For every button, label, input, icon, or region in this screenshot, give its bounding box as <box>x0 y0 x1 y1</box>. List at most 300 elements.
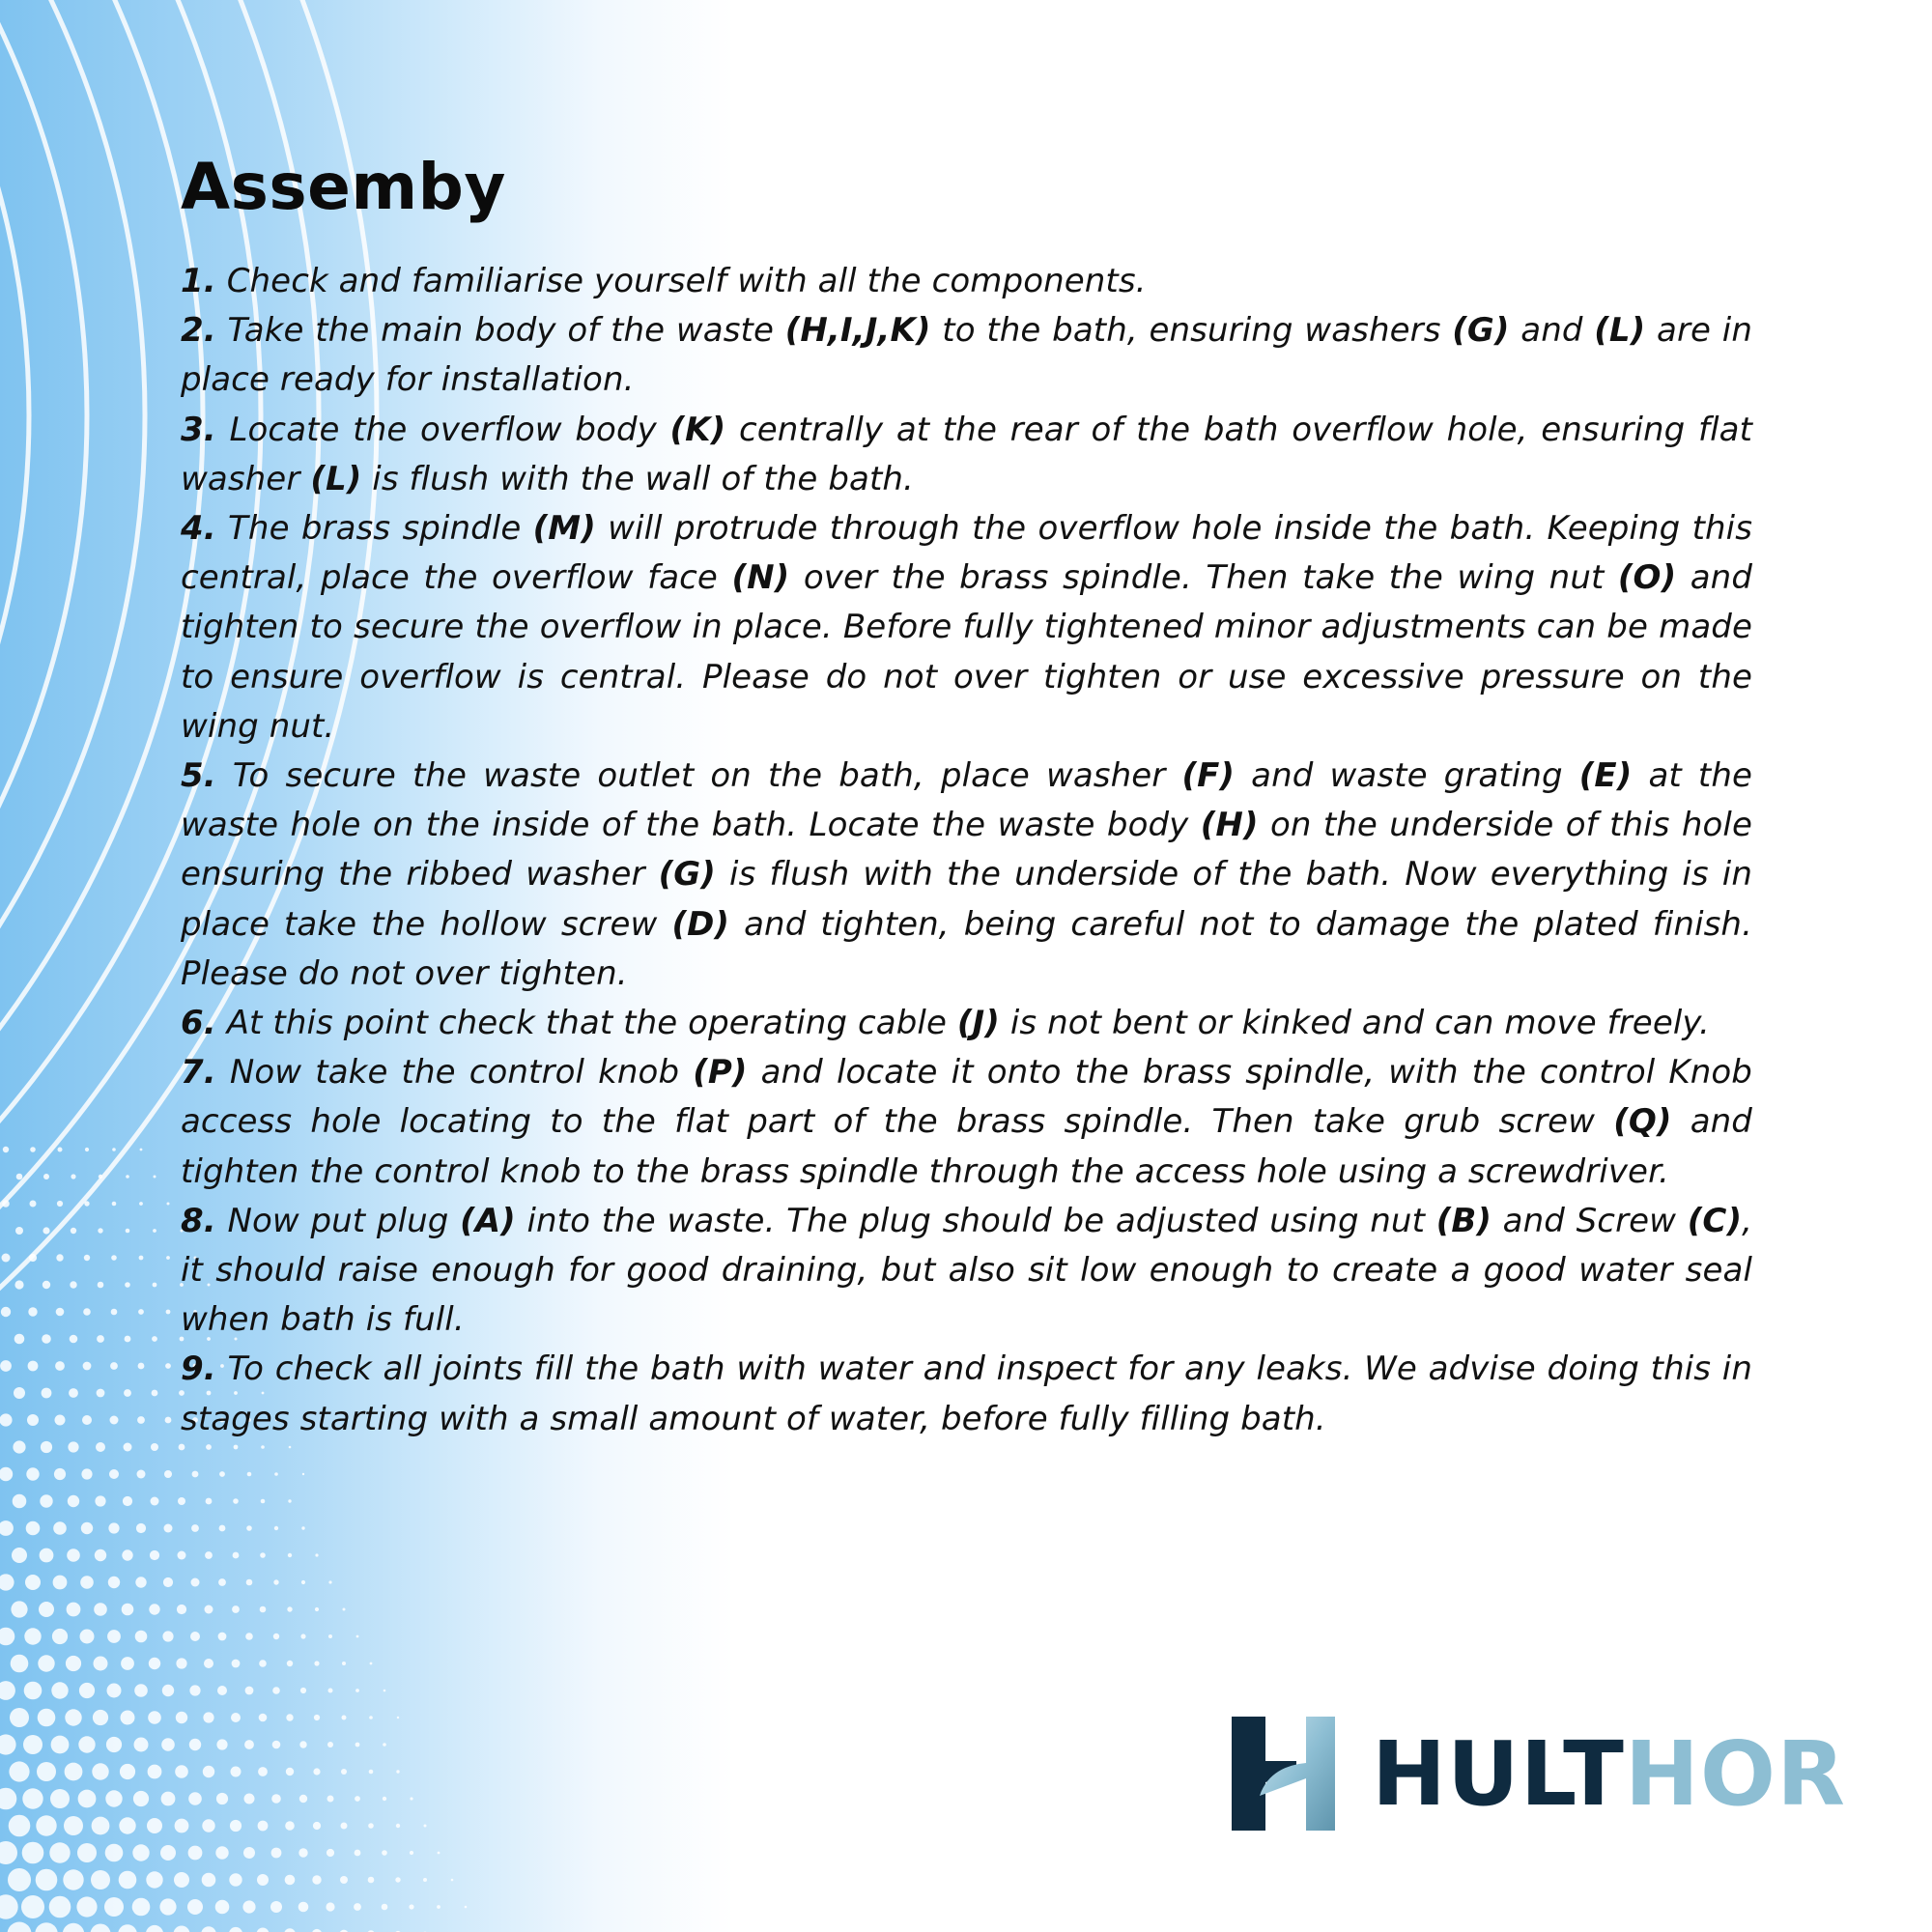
halftone-dot <box>119 1817 135 1833</box>
halftone-dot <box>9 1761 29 1781</box>
halftone-dot <box>203 1766 214 1777</box>
halftone-dot <box>175 1819 189 1833</box>
halftone-dot <box>11 1655 29 1673</box>
halftone-dot <box>382 1850 387 1856</box>
halftone-dot <box>112 1148 116 1151</box>
halftone-dot <box>234 1445 239 1450</box>
halftone-dot <box>111 1309 118 1316</box>
halftone-dot <box>231 1767 242 1777</box>
halftone-dot <box>11 1601 27 1617</box>
halftone-dot <box>368 1823 374 1829</box>
halftone-dot <box>84 1255 90 1261</box>
step-text: Now put plug <box>215 1201 461 1240</box>
halftone-dot <box>41 1441 52 1453</box>
step-item <box>181 1345 1752 1443</box>
halftone-dot <box>70 1281 76 1288</box>
halftone-dot <box>108 1577 120 1588</box>
halftone-dot <box>55 1361 65 1371</box>
halftone-dot <box>313 1822 321 1830</box>
halftone-dot <box>110 1416 119 1425</box>
halftone-dot <box>93 1710 108 1725</box>
halftone-dot <box>286 1768 294 1776</box>
halftone-dot <box>187 1899 203 1915</box>
halftone-dot <box>150 1550 159 1560</box>
halftone-dot <box>106 1737 122 1752</box>
part-reference: (D) <box>671 904 730 944</box>
halftone-dot <box>328 1580 331 1583</box>
step-text: Take the main body of the waste <box>215 311 785 351</box>
halftone-dot <box>146 1871 162 1888</box>
halftone-dot <box>409 1904 413 1909</box>
halftone-dot <box>104 1897 124 1917</box>
halftone-dot <box>149 1604 159 1614</box>
halftone-dot <box>410 1797 412 1800</box>
step-item <box>181 406 1752 504</box>
halftone-dot <box>218 1578 226 1586</box>
halftone-dot <box>121 1657 134 1670</box>
halftone-dot <box>58 1148 63 1152</box>
halftone-dot <box>83 1308 91 1316</box>
halftone-dot <box>395 1877 400 1882</box>
halftone-dot <box>92 1763 108 1779</box>
halftone-dot <box>125 1336 131 1343</box>
halftone-dot <box>189 1685 200 1695</box>
halftone-dot <box>109 1469 119 1479</box>
halftone-dot <box>121 1711 135 1725</box>
halftone-dot <box>123 1496 132 1506</box>
halftone-dot <box>57 1201 63 1207</box>
step-text: , it should raise enough for good draining, but also sit low enough to create a good water seal when bath is full. <box>181 1201 1753 1340</box>
halftone-dot <box>272 1741 281 1749</box>
halftone-dot <box>67 1548 80 1562</box>
halftone-dot <box>110 1362 118 1370</box>
part-reference: (H,I,J,K) <box>784 311 931 351</box>
halftone-dot <box>355 1743 360 1747</box>
halftone-dot <box>342 1662 346 1665</box>
halftone-dot <box>162 1685 174 1696</box>
halftone-dot <box>245 1633 253 1640</box>
halftone-dot <box>160 1845 176 1861</box>
step-text: To secure the waste outlet on the bath, place washer <box>215 756 1182 796</box>
halftone-dot <box>166 1256 170 1260</box>
halftone-dot <box>175 1765 188 1778</box>
halftone-dot <box>132 1898 151 1917</box>
halftone-dot <box>147 1818 162 1833</box>
halftone-dot <box>164 1470 172 1478</box>
halftone-dot <box>153 1283 157 1288</box>
halftone-dot <box>140 1149 143 1151</box>
halftone-dot <box>105 1790 122 1806</box>
halftone-dot <box>9 1815 31 1837</box>
halftone-dot <box>314 1715 320 1720</box>
halftone-dot <box>369 1716 373 1719</box>
halftone-dot <box>53 1521 67 1535</box>
halftone-dot <box>27 1414 39 1426</box>
halftone-dot <box>146 1925 163 1932</box>
halftone-dot <box>230 1820 242 1832</box>
halftone-dot <box>0 1413 13 1426</box>
part-reference: (H) <box>1200 806 1259 845</box>
halftone-dot <box>188 1846 203 1861</box>
halftone-dot <box>0 1841 17 1864</box>
halftone-dot <box>260 1552 266 1558</box>
halftone-dot <box>71 1174 75 1179</box>
halftone-dot <box>148 1711 161 1724</box>
halftone-dot <box>206 1444 212 1450</box>
halftone-dot <box>71 1228 76 1234</box>
halftone-dot <box>233 1552 240 1559</box>
step-text: is not bent or kinked and can move freely. <box>999 1004 1710 1043</box>
halftone-dot <box>40 1548 54 1563</box>
halftone-dot <box>287 1606 292 1611</box>
halftone-dot <box>368 1877 375 1884</box>
step-text: into the waste. The plug should be adjusted using nut <box>515 1201 1436 1240</box>
halftone-dot <box>217 1686 227 1695</box>
halftone-dot <box>63 1869 83 1889</box>
halftone-dot <box>299 1795 307 1803</box>
halftone-dot <box>42 1334 51 1344</box>
halftone-dot <box>30 1201 37 1208</box>
halftone-dot <box>139 1202 143 1206</box>
part-reference: (F) <box>1181 756 1236 796</box>
halftone-dot <box>312 1875 321 1884</box>
halftone-dot <box>107 1630 121 1643</box>
halftone-dot <box>49 1842 70 1862</box>
step-number: 9. <box>181 1350 216 1389</box>
halftone-dot <box>67 1603 81 1617</box>
halftone-dot <box>314 1661 319 1665</box>
halftone-dot <box>119 1871 137 1889</box>
step-text: To check all joints fill the bath with water and inspect for any leaks. We advise doing this in stages starting with a small amount of water, before fully filling bath. <box>181 1350 1752 1438</box>
hulthor-logo <box>1229 1715 1846 1833</box>
halftone-dot <box>83 1362 92 1371</box>
halftone-dot <box>274 1472 278 1476</box>
halftone-dot <box>49 1896 71 1918</box>
halftone-dot <box>288 1553 292 1557</box>
halftone-dot <box>202 1873 216 1888</box>
halftone-dot <box>424 1825 427 1828</box>
halftone-dot <box>205 1551 213 1559</box>
halftone-dot <box>50 1789 70 1808</box>
part-reference: (A) <box>460 1201 516 1240</box>
halftone-dot <box>55 1415 66 1426</box>
part-reference: (Q) <box>1613 1102 1672 1142</box>
halftone-dot <box>328 1689 333 1693</box>
part-reference: (O) <box>1617 558 1677 598</box>
halftone-dot <box>137 1416 145 1424</box>
halftone-dot <box>301 1526 304 1529</box>
halftone-dot <box>215 1900 230 1915</box>
halftone-dot <box>152 1390 158 1397</box>
halftone-dot <box>343 1608 346 1611</box>
halftone-dot <box>410 1851 413 1855</box>
halftone-dot <box>178 1497 185 1505</box>
hulthor-h-mark-icon <box>1229 1715 1345 1833</box>
halftone-dot <box>243 1847 255 1859</box>
halftone-dot <box>38 1709 56 1727</box>
halftone-dot <box>138 1309 144 1315</box>
halftone-dot <box>28 1307 37 1316</box>
halftone-dot <box>97 1389 105 1398</box>
halftone-dot <box>298 1902 309 1913</box>
halftone-dot <box>192 1471 199 1478</box>
halftone-dot <box>135 1577 146 1587</box>
step-text: and locate it onto the brass spindle, with the control Knob access hole locating to the flat part of the brass spindle. Then take grub screw <box>181 1053 1752 1142</box>
halftone-dot <box>242 1900 255 1913</box>
halftone-dot <box>396 1824 400 1828</box>
halftone-dot <box>465 1906 468 1909</box>
halftone-dot <box>132 1844 149 1861</box>
step-text: over the brass spindle. Then take the wing nut <box>789 558 1618 598</box>
halftone-dot <box>166 1310 171 1315</box>
halftone-dot <box>152 1336 157 1342</box>
halftone-dot <box>0 1788 16 1810</box>
halftone-dot <box>273 1634 279 1639</box>
halftone-dot <box>92 1817 110 1835</box>
halftone-dot <box>14 1280 23 1289</box>
halftone-dot <box>56 1308 65 1317</box>
halftone-dot <box>188 1792 202 1805</box>
halftone-dot <box>8 1868 31 1891</box>
halftone-dot <box>259 1660 267 1667</box>
halftone-dot <box>261 1499 266 1504</box>
halftone-dot <box>91 1870 110 1889</box>
part-reference: (L) <box>1594 311 1646 351</box>
halftone-dot <box>383 1797 386 1801</box>
part-reference: (E) <box>1578 756 1633 796</box>
halftone-dot <box>149 1658 160 1669</box>
halftone-dot <box>56 1254 63 1261</box>
halftone-dot <box>148 1765 162 1779</box>
halftone-dot <box>190 1632 200 1641</box>
halftone-dot <box>396 1770 399 1773</box>
step-text: centrally at the rear of the bath overflow hole, ensuring flat washer <box>181 410 1753 498</box>
halftone-dot <box>85 1148 89 1151</box>
halftone-dot <box>397 1717 399 1719</box>
halftone-dot <box>111 1255 117 1261</box>
step-text: and Screw <box>1491 1201 1688 1240</box>
halftone-dot <box>216 1739 227 1749</box>
halftone-dot <box>313 1768 320 1775</box>
halftone-dot <box>107 1684 122 1698</box>
halftone-dot <box>91 1924 111 1932</box>
halftone-dot <box>10 1708 29 1727</box>
step-text: Check and familiarise yourself with all the components. <box>215 262 1147 300</box>
step-text: and <box>1509 311 1595 351</box>
halftone-dot <box>13 1440 25 1453</box>
halftone-dot <box>257 1874 269 1886</box>
halftone-dot <box>136 1523 146 1533</box>
step-number: 2. <box>181 311 216 351</box>
halftone-dot <box>219 1471 225 1477</box>
halftone-dot <box>244 1740 254 1749</box>
halftone-dot <box>285 1821 295 1831</box>
step-item <box>181 257 1752 306</box>
step-text: is flush with the underside of the bath. Now everything is in place take the hollow screw <box>181 855 1753 944</box>
part-reference: (B) <box>1435 1201 1492 1240</box>
halftone-dot <box>135 1631 148 1643</box>
halftone-dot <box>161 1792 176 1806</box>
halftone-dot <box>273 1579 278 1584</box>
step-item <box>181 504 1752 752</box>
halftone-dot <box>327 1849 334 1857</box>
halftone-dot <box>0 1628 14 1646</box>
halftone-dot <box>163 1577 173 1587</box>
part-reference: (M) <box>532 509 596 549</box>
halftone-dot <box>63 1923 84 1932</box>
halftone-dot <box>206 1498 213 1505</box>
halftone-dot <box>134 1738 149 1752</box>
halftone-dot <box>300 1688 306 1693</box>
step-number: 3. <box>181 410 216 449</box>
halftone-dot <box>81 1468 92 1479</box>
logo-text-dark: HULT <box>1372 1722 1625 1826</box>
halftone-dot <box>65 1763 83 1781</box>
halftone-dot <box>258 1767 268 1776</box>
halftone-dot <box>78 1736 95 1752</box>
halftone-dot <box>134 1684 148 1697</box>
halftone-dot <box>271 1794 281 1804</box>
halftone-dot <box>176 1658 186 1668</box>
halftone-dot <box>382 1904 388 1911</box>
halftone-dot <box>53 1576 68 1590</box>
halftone-dot <box>300 1634 305 1638</box>
halftone-dot <box>201 1926 216 1932</box>
halftone-dot <box>328 1634 332 1638</box>
halftone-dot <box>12 1548 27 1563</box>
step-text: is flush with the wall of the bath. <box>361 459 914 498</box>
halftone-dot <box>139 1256 144 1261</box>
halftone-dot <box>30 1147 36 1152</box>
part-reference: (G) <box>658 855 716 895</box>
halftone-dot <box>355 1850 361 1857</box>
halftone-dot <box>43 1174 49 1179</box>
halftone-dot <box>0 1520 14 1536</box>
halftone-dot <box>315 1607 319 1611</box>
halftone-dot <box>125 1282 130 1288</box>
steps-list <box>181 257 1752 1444</box>
halftone-dot <box>341 1769 347 1775</box>
halftone-dot <box>112 1202 117 1207</box>
halftone-dot <box>98 1228 102 1233</box>
halftone-dot <box>159 1898 176 1915</box>
halftone-dot <box>246 1579 253 1586</box>
halftone-dot <box>232 1660 241 1668</box>
halftone-dot <box>356 1635 359 1638</box>
halftone-dot <box>81 1522 93 1534</box>
step-item <box>181 999 1752 1048</box>
halftone-dot <box>137 1470 146 1479</box>
part-reference: (C) <box>1687 1201 1743 1240</box>
halftone-dot <box>285 1875 296 1886</box>
halftone-dot <box>383 1743 386 1747</box>
halftone-dot <box>370 1662 373 1665</box>
halftone-dot <box>13 1494 27 1509</box>
halftone-dot <box>162 1631 173 1641</box>
halftone-dot <box>301 1580 305 1584</box>
halftone-dot <box>78 1790 97 1808</box>
halftone-dot <box>23 1735 43 1754</box>
halftone-dot <box>36 1869 58 1891</box>
halftone-dot <box>108 1522 119 1533</box>
step-number: 5. <box>181 756 216 796</box>
halftone-dot <box>369 1770 374 1775</box>
halftone-dot <box>96 1442 105 1452</box>
halftone-dot <box>15 1227 23 1235</box>
halftone-dot <box>133 1791 149 1806</box>
halftone-dot <box>257 1928 270 1932</box>
halftone-dot <box>51 1736 70 1754</box>
halftone-dot <box>423 1878 427 1882</box>
halftone-dot <box>216 1793 228 1804</box>
halftone-dot <box>82 1415 92 1425</box>
halftone-dot <box>191 1524 199 1532</box>
part-reference: (L) <box>310 459 362 498</box>
halftone-dot <box>341 1823 348 1830</box>
part-reference: (K) <box>669 410 726 449</box>
step-text: and tighten the control knob to the brass spindle through the access hole using a screwdriver. <box>181 1102 1752 1191</box>
halftone-dot <box>271 1848 282 1859</box>
halftone-dot <box>64 1816 83 1835</box>
halftone-dot <box>14 1334 25 1345</box>
step-number: 8. <box>181 1201 216 1240</box>
halftone-dot <box>124 1389 131 1397</box>
halftone-dot <box>126 1229 130 1234</box>
halftone-dot <box>354 1903 361 1911</box>
halftone-dot <box>204 1659 213 1668</box>
halftone-dot <box>54 1468 66 1480</box>
halftone-dot <box>326 1902 334 1911</box>
halftone-dot <box>218 1633 227 1641</box>
halftone-dot <box>232 1605 240 1613</box>
halftone-dot <box>244 1794 255 1804</box>
halftone-dot <box>215 1846 228 1859</box>
halftone-dot <box>126 1175 129 1179</box>
halftone-dot <box>79 1683 95 1698</box>
halftone-dot <box>65 1709 81 1725</box>
halftone-dot <box>205 1605 213 1614</box>
halftone-dot <box>342 1716 347 1720</box>
step-text: Now take the control knob <box>215 1053 694 1093</box>
part-reference: (N) <box>731 558 790 598</box>
halftone-dot <box>151 1443 158 1451</box>
step-text: are in place ready for installation. <box>181 311 1752 400</box>
halftone-dot <box>165 1363 171 1369</box>
step-number: 4. <box>181 509 216 549</box>
halftone-dot <box>438 1852 440 1855</box>
halftone-dot <box>233 1498 239 1504</box>
halftone-dot <box>84 1201 89 1206</box>
halftone-dot <box>287 1661 293 1666</box>
halftone-dot <box>0 1467 13 1481</box>
halftone-dot <box>118 1924 137 1932</box>
halftone-dot <box>164 1524 173 1533</box>
halftone-dot <box>2 1254 11 1263</box>
part-reference: (P) <box>693 1053 748 1093</box>
step-text: The brass spindle <box>215 509 533 549</box>
halftone-dot <box>16 1174 23 1180</box>
halftone-dot <box>165 1417 172 1424</box>
halftone-dot <box>0 1734 16 1754</box>
halftone-dot <box>229 1873 242 1886</box>
halftone-dot <box>2 1200 10 1208</box>
halftone-dot <box>176 1712 187 1723</box>
halftone-dot <box>68 1495 79 1507</box>
halftone-dot <box>191 1578 200 1587</box>
part-reference: (J) <box>956 1004 1000 1043</box>
halftone-dot <box>37 1762 56 1781</box>
halftone-dot <box>68 1441 78 1452</box>
